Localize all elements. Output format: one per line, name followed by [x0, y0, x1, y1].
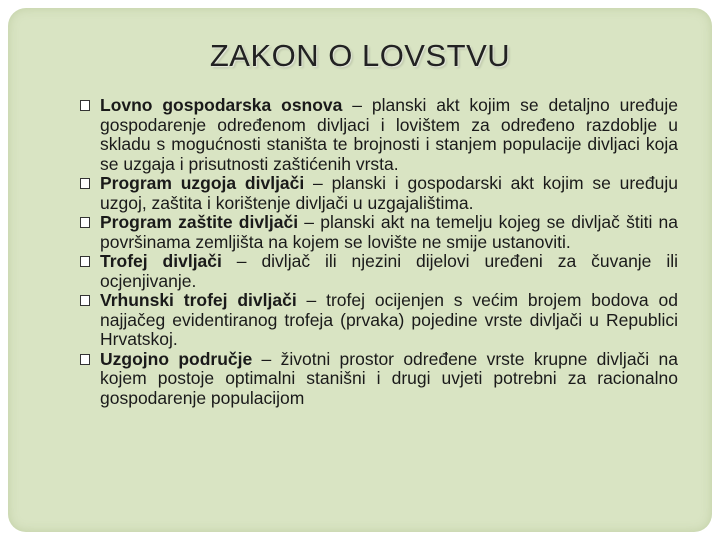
slide	[8, 8, 712, 532]
definition-list	[100, 96, 678, 408]
definition-text: planski i gospodarski akt kojim se uređuju uzgoj, zaštita i korištenje divljači u uzgajalištima.	[100, 173, 678, 213]
definition-separator: –	[304, 173, 332, 193]
definition-term: Vrhunski trofej divljači	[100, 290, 297, 310]
definition-text: životni prostor određene vrste krupne divljači na kojem postoje optimalni stanišni i drugi uvjeti potrebni za racionalno gospodarenje populacijom	[100, 348, 678, 408]
definition-item	[100, 350, 678, 409]
definition-term: Lovno gospodarska osnova	[100, 95, 343, 115]
definition-term: Program zaštite divljači	[100, 212, 299, 232]
definition-separator: –	[342, 95, 372, 115]
definition-item	[100, 252, 678, 291]
definition-text: divljač ili njezini dijelovi uređeni za čuvanje ili ocjenjivanje.	[100, 251, 678, 291]
square-bullet-icon	[80, 354, 90, 365]
definition-item	[100, 291, 678, 350]
square-bullet-icon	[80, 100, 90, 111]
definition-term: Program uzgoja divljači	[100, 173, 305, 193]
definition-item	[100, 174, 678, 213]
definition-term: Uzgojno područje	[100, 348, 253, 369]
definition-separator: –	[298, 212, 321, 232]
definition-item	[100, 96, 678, 174]
slide-title: ZAKON O LOVSTVU	[209, 38, 511, 73]
definition-separator: –	[252, 348, 281, 369]
definition-separator: –	[296, 290, 327, 310]
definition-text: planski akt kojim se detaljno uređuje gospodarenje određenom divljaci i lovištem za određeno razdoblje u skladu s mogućnosti staništa te brojnosti i stanjem populacije divljaci koja se uzgaja i prisutnosti zaštićenih vrsta.	[100, 95, 678, 174]
square-bullet-icon	[80, 295, 90, 306]
square-bullet-icon	[80, 256, 90, 267]
definition-item	[100, 213, 678, 252]
square-bullet-icon	[80, 178, 90, 189]
definition-term: Trofej divljači	[100, 251, 222, 271]
definition-separator: –	[221, 251, 262, 271]
definition-text: trofej ocijenjen s većim brojem bodova od najjačeg evidentiranog trofeja (prvaka) pojedine vrste divljači u Republici Hrvatskoj.	[100, 290, 678, 349]
square-bullet-icon	[80, 217, 90, 228]
definition-text: planski akt na temelju kojeg se divljač štiti na površinama zemljišta na kojem se lovište ne smije ustanoviti.	[100, 212, 678, 252]
